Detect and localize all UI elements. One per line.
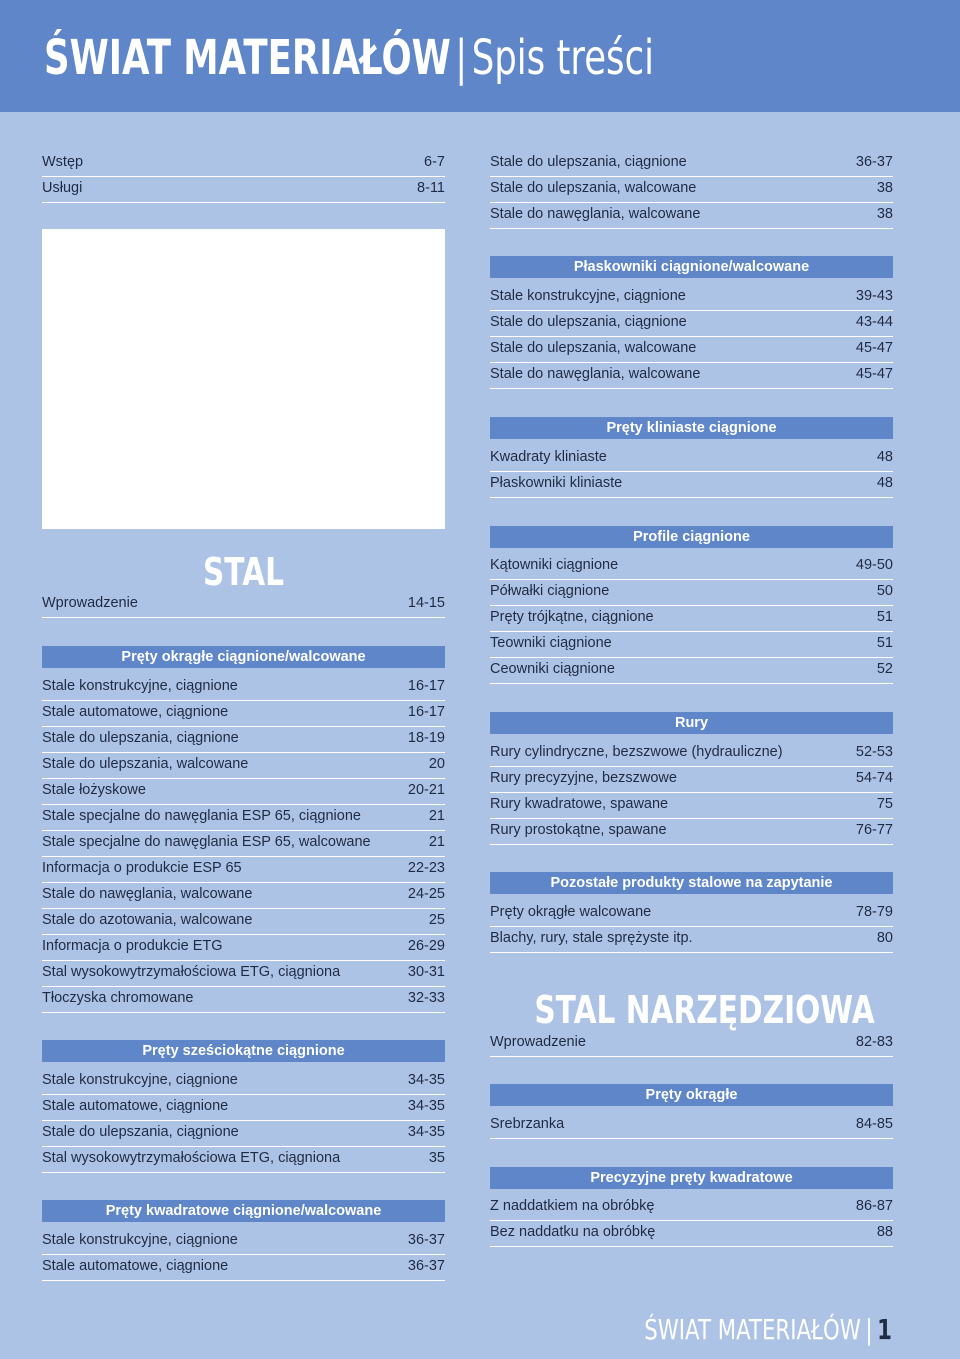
- toc-entry-pages: 78-79: [855, 904, 893, 920]
- page-header: [0, 0, 960, 112]
- toc-entry[interactable]: [42, 831, 445, 857]
- toc-entry[interactable]: [42, 961, 445, 987]
- toc-entry-title: Rury precyzyjne, bezszwowe: [490, 770, 677, 786]
- toc-entry-title: Teowniki ciągnione: [490, 635, 612, 651]
- toc-entry-title: Stale do nawęglania, walcowane: [42, 886, 253, 902]
- toc-entry-title: Srebrzanka: [490, 1116, 565, 1132]
- page-footer: [644, 1312, 892, 1348]
- toc-entry-pages: 16-17: [407, 704, 445, 720]
- toc-entry-title: Wprowadzenie: [42, 595, 138, 611]
- toc-entry-pages: 14-15: [407, 595, 445, 611]
- toc-entry-title: Stal wysokowytrzymałościowa ETG, ciągniona: [42, 1150, 341, 1166]
- toc-entry-pages: 38: [876, 180, 893, 196]
- toc-entry-pages: 22-23: [407, 860, 445, 876]
- toc-entry[interactable]: [490, 927, 893, 953]
- toc-entry-pages: 32-33: [407, 990, 445, 1006]
- toc-entry[interactable]: [490, 1221, 893, 1247]
- toc-entry-title: Rury kwadratowe, spawane: [490, 796, 669, 812]
- toc-entry-title: Rury cylindryczne, bezszwowe (hydrauliczne): [490, 744, 783, 760]
- toc-entry-title: Stale specjalne do nawęglania ESP 65, ciągnione: [42, 808, 361, 824]
- toc-entry[interactable]: [490, 337, 893, 363]
- toc-entry[interactable]: [490, 767, 893, 793]
- toc-entry-pages: 6-7: [424, 154, 445, 170]
- toc-entry-title: Stale do nawęglania, walcowane: [490, 366, 701, 382]
- toc-entry-title: Pręty okrągłe walcowane: [490, 904, 652, 920]
- toc-entry[interactable]: [490, 606, 893, 632]
- toc-entry[interactable]: [42, 151, 445, 177]
- toc-entry-pages: 8-11: [417, 180, 445, 196]
- toc-entry-pages: 43-44: [855, 314, 893, 330]
- footer-separator: |: [865, 1313, 873, 1346]
- stal-section-title: STAL: [202, 550, 285, 594]
- toc-entry-title: Stale do ulepszania, ciągnione: [42, 1124, 239, 1140]
- toc-entry-title: Bez naddatku na obróbkę: [490, 1224, 656, 1240]
- toc-entry[interactable]: [42, 1147, 445, 1173]
- toc-entry-pages: 48: [876, 449, 893, 465]
- section-heading: Pręty okrągłe ciągnione/walcowane: [42, 646, 445, 668]
- toc-entry-pages: 35: [428, 1150, 445, 1166]
- toc-entry-title: Stale automatowe, ciągnione: [42, 1258, 229, 1274]
- toc-entry-title: Pręty trójkątne, ciągnione: [490, 609, 654, 625]
- toc-entry[interactable]: [490, 1195, 893, 1221]
- toc-entry[interactable]: [42, 909, 445, 935]
- toc-entry-pages: 51: [876, 635, 893, 651]
- toc-entry-pages: 36-37: [407, 1258, 445, 1274]
- toc-entry-title: Wstęp: [42, 154, 84, 170]
- toc-entry-pages: 75: [876, 796, 893, 812]
- page-title-brand: ŚWIAT MATERIAŁÓW: [44, 30, 451, 86]
- toc-entry-pages: 76-77: [855, 822, 893, 838]
- toc-entry-pages: 39-43: [855, 288, 893, 304]
- section-heading: Pręty kliniaste ciągnione: [490, 417, 893, 439]
- section-heading: Profile ciągnione: [490, 526, 893, 548]
- toc-entry[interactable]: [42, 701, 445, 727]
- toc-entry-pages: 50: [876, 583, 893, 599]
- toc-entry-pages: 21: [428, 808, 445, 824]
- toc-entry-title: Stal wysokowytrzymałościowa ETG, ciągniona: [42, 964, 341, 980]
- toc-entry-title: Stale konstrukcyjne, ciągnione: [490, 288, 686, 304]
- toc-entry-title: Stale automatowe, ciągnione: [42, 1098, 229, 1114]
- section-heading: Precyzyjne pręty kwadratowe: [490, 1167, 893, 1189]
- toc-entry[interactable]: [42, 753, 445, 779]
- toc-entry[interactable]: [490, 1031, 893, 1057]
- toc-entry[interactable]: [42, 675, 445, 701]
- toc-entry-pages: 26-29: [407, 938, 445, 954]
- toc-entry-pages: 18-19: [407, 730, 445, 746]
- toc-entry-title: Kwadraty kliniaste: [490, 449, 607, 465]
- toc-entry-pages: 84-85: [855, 1116, 893, 1132]
- toc-entry[interactable]: [42, 805, 445, 831]
- toc-entry-pages: 51: [876, 609, 893, 625]
- toc-entry-title: Informacja o produkcie ETG: [42, 938, 223, 954]
- toc-entry-pages: 34-35: [407, 1124, 445, 1140]
- toc-entry-title: Stale do ulepszania, walcowane: [490, 180, 697, 196]
- toc-entry[interactable]: [490, 285, 893, 311]
- toc-entry-title: Stale do nawęglania, walcowane: [490, 206, 701, 222]
- toc-entry-pages: 54-74: [855, 770, 893, 786]
- toc-entry-pages: 30-31: [407, 964, 445, 980]
- toc-entry[interactable]: [490, 658, 893, 684]
- toc-entry[interactable]: [490, 632, 893, 658]
- page-title: [44, 28, 654, 88]
- toc-entry-title: Stale do ulepszania, walcowane: [490, 340, 697, 356]
- toc-entry[interactable]: [490, 151, 893, 177]
- toc-entry-title: Informacja o produkcie ESP 65: [42, 860, 242, 876]
- toc-entry-title: Płaskowniki kliniaste: [490, 475, 623, 491]
- section-heading: Pozostałe produkty stalowe na zapytanie: [490, 872, 893, 894]
- title-separator: |: [455, 30, 468, 86]
- toc-entry-pages: 21: [428, 834, 445, 850]
- toc-entry-title: Stale konstrukcyjne, ciągnione: [42, 1072, 238, 1088]
- toc-entry-pages: 36-37: [407, 1232, 445, 1248]
- toc-entry-pages: 48: [876, 475, 893, 491]
- toc-entry-pages: 45-47: [855, 340, 893, 356]
- toc-entry[interactable]: [42, 1095, 445, 1121]
- section-heading: Rury: [490, 712, 893, 734]
- toc-entry[interactable]: [490, 554, 893, 580]
- toc-entry-pages: 20-21: [407, 782, 445, 798]
- toc-entry-pages: 24-25: [407, 886, 445, 902]
- toc-entry[interactable]: [42, 1069, 445, 1095]
- toc-entry[interactable]: [42, 1121, 445, 1147]
- toc-entry-title: Z naddatkiem na obróbkę: [490, 1198, 655, 1214]
- toc-entry-title: Półwałki ciągnione: [490, 583, 610, 599]
- toc-entry-title: Usługi: [42, 180, 83, 196]
- toc-entry-pages: 52-53: [855, 744, 893, 760]
- toc-entry[interactable]: [42, 857, 445, 883]
- toc-entry[interactable]: [42, 727, 445, 753]
- section-heading: Płaskowniki ciągnione/walcowane: [490, 256, 893, 278]
- toc-entry-pages: 16-17: [407, 678, 445, 694]
- toc-entry[interactable]: [42, 1255, 445, 1281]
- section-heading: Pręty sześciokątne ciągnione: [42, 1040, 445, 1062]
- toc-entry[interactable]: [42, 883, 445, 909]
- toc-entry-pages: 52: [876, 661, 893, 677]
- toc-entry[interactable]: [42, 779, 445, 805]
- toc-entry-title: Stale konstrukcyjne, ciągnione: [42, 1232, 238, 1248]
- toc-entry-title: Stale do ulepszania, ciągnione: [490, 314, 687, 330]
- toc-entry[interactable]: [42, 592, 445, 618]
- toc-entry[interactable]: [42, 987, 445, 1013]
- toc-entry-title: Kątowniki ciągnione: [490, 557, 619, 573]
- toc-entry-title: Stale konstrukcyjne, ciągnione: [42, 678, 238, 694]
- toc-entry[interactable]: [490, 363, 893, 389]
- toc-entry-title: Stale do ulepszania, walcowane: [42, 756, 249, 772]
- footer-brand: ŚWIAT MATERIAŁÓW: [644, 1313, 861, 1346]
- toc-entry-title: Stale specjalne do nawęglania ESP 65, walcowane: [42, 834, 371, 850]
- toc-entry-title: Blachy, rury, stale sprężyste itp.: [490, 930, 693, 946]
- image-placeholder: [42, 229, 445, 529]
- toc-entry-pages: 36-37: [855, 154, 893, 170]
- toc-entry-pages: 25: [428, 912, 445, 928]
- toc-entry[interactable]: [42, 1229, 445, 1255]
- toc-entry[interactable]: [490, 580, 893, 606]
- stal-narzedziowa-title: STAL NARZĘDZIOWA: [534, 988, 875, 1032]
- toc-entry[interactable]: [490, 311, 893, 337]
- toc-entry-pages: 34-35: [407, 1072, 445, 1088]
- toc-entry-pages: 82-83: [855, 1034, 893, 1050]
- toc-entry[interactable]: [490, 819, 893, 845]
- toc-entry-title: Stale łożyskowe: [42, 782, 146, 798]
- toc-entry[interactable]: [490, 177, 893, 203]
- toc-entry-title: Stale automatowe, ciągnione: [42, 704, 229, 720]
- page-title-subtitle: Spis treści: [471, 30, 654, 86]
- toc-entry-title: Stale do ulepszania, ciągnione: [42, 730, 239, 746]
- toc-entry[interactable]: [490, 203, 893, 229]
- toc-entry[interactable]: [490, 472, 893, 498]
- toc-entry[interactable]: [490, 446, 893, 472]
- section-heading: Pręty okrągłe: [490, 1084, 893, 1106]
- toc-entry-title: Rury prostokątne, spawane: [490, 822, 667, 838]
- toc-entry[interactable]: [490, 793, 893, 819]
- toc-entry[interactable]: [490, 741, 893, 767]
- section-heading: Pręty kwadratowe ciągnione/walcowane: [42, 1200, 445, 1222]
- toc-entry-title: Wprowadzenie: [490, 1034, 586, 1050]
- page-number: 1: [877, 1313, 892, 1346]
- toc-entry-pages: 38: [876, 206, 893, 222]
- toc-entry-pages: 80: [876, 930, 893, 946]
- toc-entry-title: Ceowniki ciągnione: [490, 661, 615, 677]
- toc-entry[interactable]: [490, 1113, 893, 1139]
- toc-entry-title: Tłoczyska chromowane: [42, 990, 194, 1006]
- toc-entry[interactable]: [42, 177, 445, 203]
- toc-entry-pages: 34-35: [407, 1098, 445, 1114]
- toc-entry-title: Stale do ulepszania, ciągnione: [490, 154, 687, 170]
- toc-entry-pages: 86-87: [855, 1198, 893, 1214]
- toc-entry-pages: 49-50: [855, 557, 893, 573]
- toc-entry-title: Stale do azotowania, walcowane: [42, 912, 253, 928]
- toc-entry-pages: 88: [876, 1224, 893, 1240]
- toc-entry-pages: 45-47: [855, 366, 893, 382]
- toc-entry[interactable]: [42, 935, 445, 961]
- toc-entry-pages: 20: [428, 756, 445, 772]
- toc-entry[interactable]: [490, 901, 893, 927]
